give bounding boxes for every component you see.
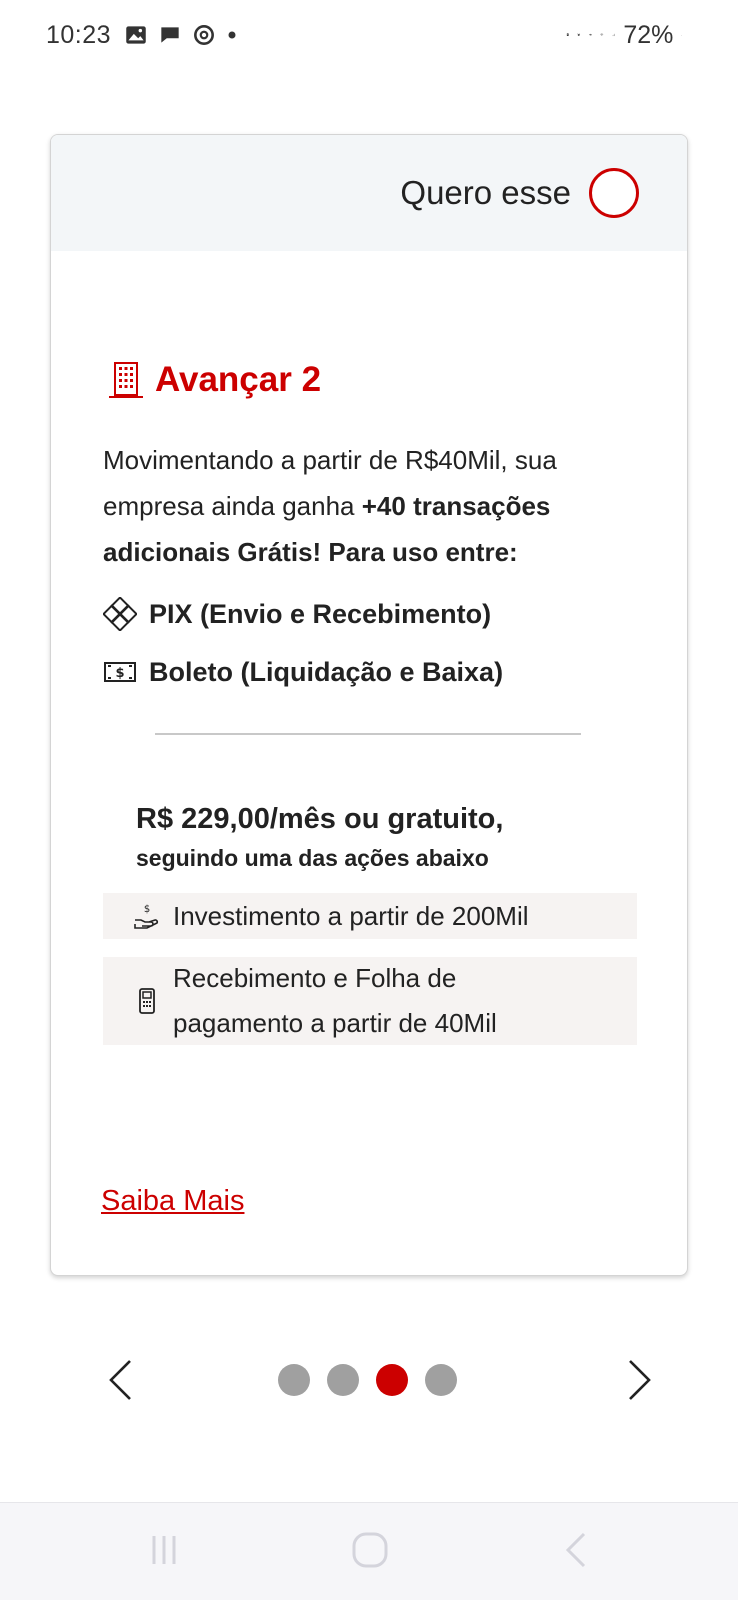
plan-title (105, 359, 321, 401)
feature-label: PIX (Envio e Recebimento) (149, 598, 492, 629)
plan-description (103, 437, 623, 575)
pager-dot[interactable] (278, 1364, 310, 1396)
back-icon (558, 1530, 598, 1570)
action-item-receivables (103, 957, 637, 1045)
chevron-right-icon (624, 1358, 654, 1402)
mute-icon (589, 33, 592, 36)
svg-text:$: $ (143, 904, 151, 915)
chat-icon (157, 22, 183, 48)
home-icon (350, 1530, 390, 1570)
notification-icons (123, 22, 239, 48)
pager-dot[interactable] (376, 1364, 408, 1396)
pix-icon (103, 597, 137, 631)
feature-item-boleto (103, 655, 503, 689)
description-text: Movimentando a partir de R$40Mil, sua empresa ainda ganha (103, 445, 557, 521)
next-button[interactable] (614, 1354, 664, 1406)
pager-dots (278, 1364, 457, 1396)
dot-icon (225, 28, 239, 42)
home-button[interactable] (340, 1525, 400, 1575)
recent-apps-button[interactable] (134, 1525, 194, 1575)
previous-button[interactable] (96, 1354, 146, 1406)
status-bar-left (46, 21, 239, 50)
pager-dot[interactable] (425, 1364, 457, 1396)
select-plan-radio[interactable] (589, 168, 639, 218)
threads-icon (191, 22, 217, 48)
feature-item-pix (103, 597, 491, 631)
wifi-icon (600, 33, 603, 36)
plan-card (50, 134, 688, 1276)
card-machine-icon (133, 987, 161, 1015)
back-button[interactable] (548, 1525, 608, 1575)
status-bar (0, 0, 738, 70)
learn-more-link[interactable]: Saiba Mais (101, 1185, 245, 1217)
battery-percent: 72% (623, 20, 674, 49)
plan-name: Avançar 2 (155, 360, 322, 399)
boleto-icon (103, 655, 137, 689)
status-bar-right (566, 21, 682, 50)
svg-text:$: $ (115, 666, 125, 681)
chevron-left-icon (106, 1358, 136, 1402)
divider (155, 733, 581, 735)
battery-saver-icon (566, 33, 569, 36)
pager-dot[interactable] (327, 1364, 359, 1396)
action-label: Recebimento e Folha de pagamento a partir de 40Mil (173, 963, 497, 1038)
battery-icon (681, 35, 682, 36)
system-nav-bar (0, 1502, 738, 1600)
action-label: Investimento a partir de 200Mil (173, 900, 529, 931)
card-header[interactable] (51, 135, 687, 251)
clock: 10:23 (46, 20, 112, 49)
select-plan-label[interactable]: Quero esse (400, 174, 571, 211)
recent-apps-icon (144, 1530, 184, 1570)
action-item-investment (103, 893, 637, 939)
alarm-icon (577, 33, 580, 36)
building-icon (105, 359, 147, 401)
investment-icon (133, 902, 161, 930)
description-highlight: +40 transações adicionais Grátis! Para uso entre: (103, 491, 551, 567)
plan-price: R$ 229,00/mês ou gratuito, (136, 803, 504, 835)
signal-icon (612, 33, 615, 36)
price-note: seguindo uma das ações abaixo (136, 845, 489, 871)
gallery-icon (123, 22, 149, 48)
feature-label: Boleto (Liquidação e Baixa) (149, 656, 504, 687)
carousel-pager (0, 1330, 738, 1430)
